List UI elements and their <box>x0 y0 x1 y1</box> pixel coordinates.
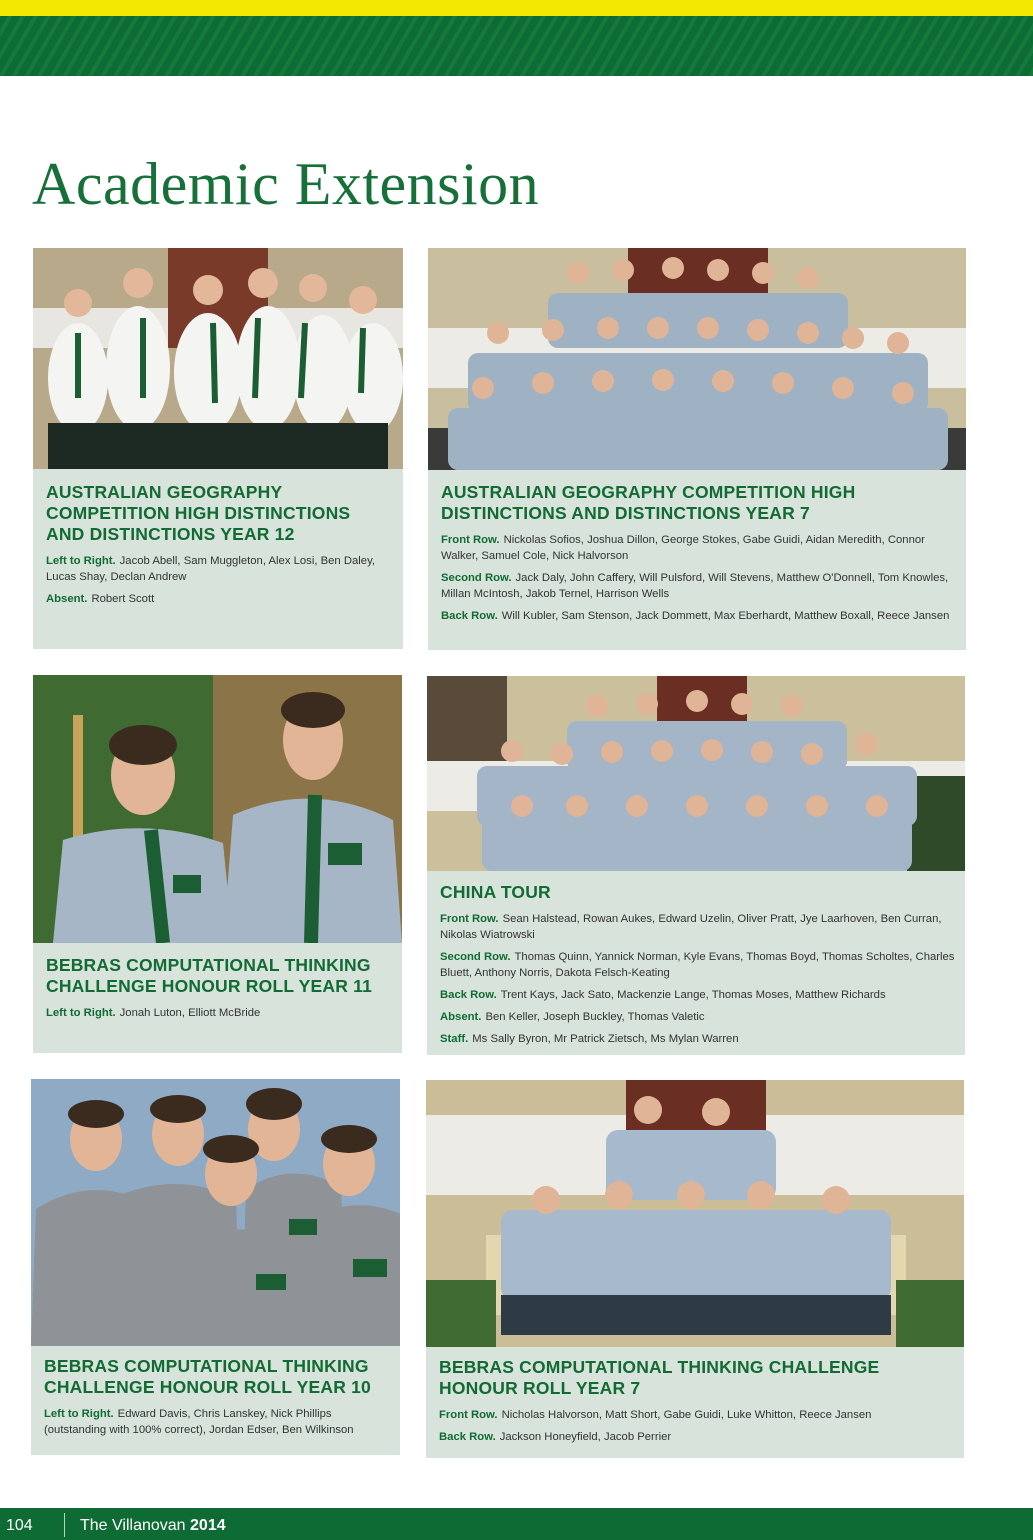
group-photo-illustration <box>33 248 403 469</box>
row-names: Will Kubler, Sam Stenson, Jack Dommett, Max Eberhardt, Matthew Boxall, Reece Jansen <box>501 610 950 622</box>
row-label: Back Row. <box>439 1431 496 1443</box>
card-caption <box>441 482 956 630</box>
row-names: Nicholas Halvorson, Matt Short, Gabe Guidi, Luke Whitton, Reece Jansen <box>501 1409 872 1421</box>
card-caption <box>46 482 393 613</box>
caption-row <box>44 1406 390 1438</box>
row-label: Second Row. <box>440 951 511 963</box>
row-names: Thomas Quinn, Yannick Norman, Kyle Evans, Thomas Boyd, Thomas Scholtes, Charles Bluett, Anthony Norris, Dakota Felsch-Keating <box>440 951 955 979</box>
card-bebras-year-11 <box>33 675 402 1053</box>
group-photo-illustration <box>428 248 966 470</box>
header-yellow-stripe <box>0 0 1033 16</box>
row-label: Back Row. <box>441 610 498 622</box>
caption-row <box>46 591 393 607</box>
row-label: Left to Right. <box>46 555 116 567</box>
row-names: Sean Halstead, Rowan Aukes, Edward Uzelin, Oliver Pratt, Jye Laarhoven, Ben Curran, Nikolas Wiatrowski <box>440 913 942 941</box>
group-photo <box>428 248 966 470</box>
row-label: Absent. <box>46 593 88 605</box>
group-photo <box>427 676 965 871</box>
card-caption <box>439 1357 954 1451</box>
card-china-tour <box>427 676 965 1055</box>
row-label: Front Row. <box>440 913 499 925</box>
group-photo-illustration <box>33 675 402 943</box>
publication-title <box>80 1517 226 1535</box>
row-label: Front Row. <box>439 1409 498 1421</box>
caption-row <box>46 553 393 585</box>
caption-row <box>46 1005 392 1021</box>
row-label: Left to Right. <box>46 1007 116 1019</box>
caption-row <box>439 1407 954 1423</box>
group-photo-illustration <box>31 1079 400 1346</box>
card-caption <box>46 955 392 1027</box>
group-photo <box>33 675 402 943</box>
card-title: BEBRAS COMPUTATIONAL THINKING CHALLENGE HONOUR ROLL YEAR 11 <box>46 955 373 996</box>
group-photo <box>31 1079 400 1346</box>
row-names: Ben Keller, Joseph Buckley, Thomas Valetic <box>485 1011 705 1023</box>
caption-row <box>441 532 956 564</box>
row-label: Absent. <box>440 1011 482 1023</box>
group-photo <box>426 1080 964 1347</box>
caption-row <box>440 911 955 943</box>
row-names: Jack Daly, John Caffery, Will Pulsford, Will Stevens, Matthew O'Donnell, Tom Knowles, Millan McIntosh, Jakob Ternel, Harrison Wells <box>441 572 949 600</box>
card-caption <box>44 1356 390 1444</box>
card-title: BEBRAS COMPUTATIONAL THINKING CHALLENGE HONOUR ROLL YEAR 7 <box>439 1357 880 1398</box>
card-bebras-year-7 <box>426 1080 964 1458</box>
card-title: CHINA TOUR <box>440 882 551 902</box>
row-names: Jacob Abell, Sam Muggleton, Alex Losi, Ben Daley, Lucas Shay, Declan Andrew <box>46 555 376 583</box>
caption-row <box>440 1009 955 1025</box>
card-geography-year-7 <box>428 248 966 650</box>
card-title: BEBRAS COMPUTATIONAL THINKING CHALLENGE HONOUR ROLL YEAR 10 <box>44 1356 371 1397</box>
group-photo-illustration <box>427 676 965 871</box>
header-green-band <box>0 16 1033 76</box>
row-names: Robert Scott <box>91 593 155 605</box>
group-photo-illustration <box>426 1080 964 1347</box>
page-number: 104 <box>6 1517 33 1534</box>
row-label: Back Row. <box>440 989 497 1001</box>
caption-row <box>441 570 956 602</box>
publication-name: The Villanovan <box>80 1517 186 1534</box>
row-label: Staff. <box>440 1033 469 1045</box>
caption-row <box>440 949 955 981</box>
card-bebras-year-10 <box>31 1079 400 1455</box>
row-names: Trent Kays, Jack Sato, Mackenzie Lange, Thomas Moses, Matthew Richards <box>500 989 886 1001</box>
row-names: Nickolas Sofios, Joshua Dillon, George Stokes, Gabe Guidi, Aidan Meredith, Connor Walker, Samuel Cole, Nick Halvorson <box>441 534 925 562</box>
row-label: Left to Right. <box>44 1408 114 1420</box>
caption-row <box>441 608 956 624</box>
publication-year: 2014 <box>190 1517 226 1534</box>
footer-divider <box>64 1513 65 1537</box>
card-title: AUSTRALIAN GEOGRAPHY COMPETITION HIGH DISTINCTIONS AND DISTINCTIONS YEAR 7 <box>441 482 856 523</box>
row-names: Jackson Honeyfield, Jacob Perrier <box>499 1431 672 1443</box>
caption-row <box>440 1031 955 1047</box>
row-names: Jonah Luton, Elliott McBride <box>119 1007 261 1019</box>
card-geography-year-12 <box>33 248 403 649</box>
caption-row <box>440 987 955 1003</box>
row-names: Ms Sally Byron, Mr Patrick Zietsch, Ms Mylan Warren <box>472 1033 739 1045</box>
caption-row <box>439 1429 954 1445</box>
row-names: Edward Davis, Chris Lanskey, Nick Phillips (outstanding with 100% correct), Jordan Edser, Ben Wilkinson <box>44 1408 354 1436</box>
page-title: Academic Extension <box>32 151 540 217</box>
group-photo <box>33 248 403 469</box>
card-title: AUSTRALIAN GEOGRAPHY COMPETITION HIGH DISTINCTIONS AND DISTINCTIONS YEAR 12 <box>46 482 351 544</box>
card-caption <box>440 882 955 1053</box>
row-label: Second Row. <box>441 572 512 584</box>
row-label: Front Row. <box>441 534 500 546</box>
